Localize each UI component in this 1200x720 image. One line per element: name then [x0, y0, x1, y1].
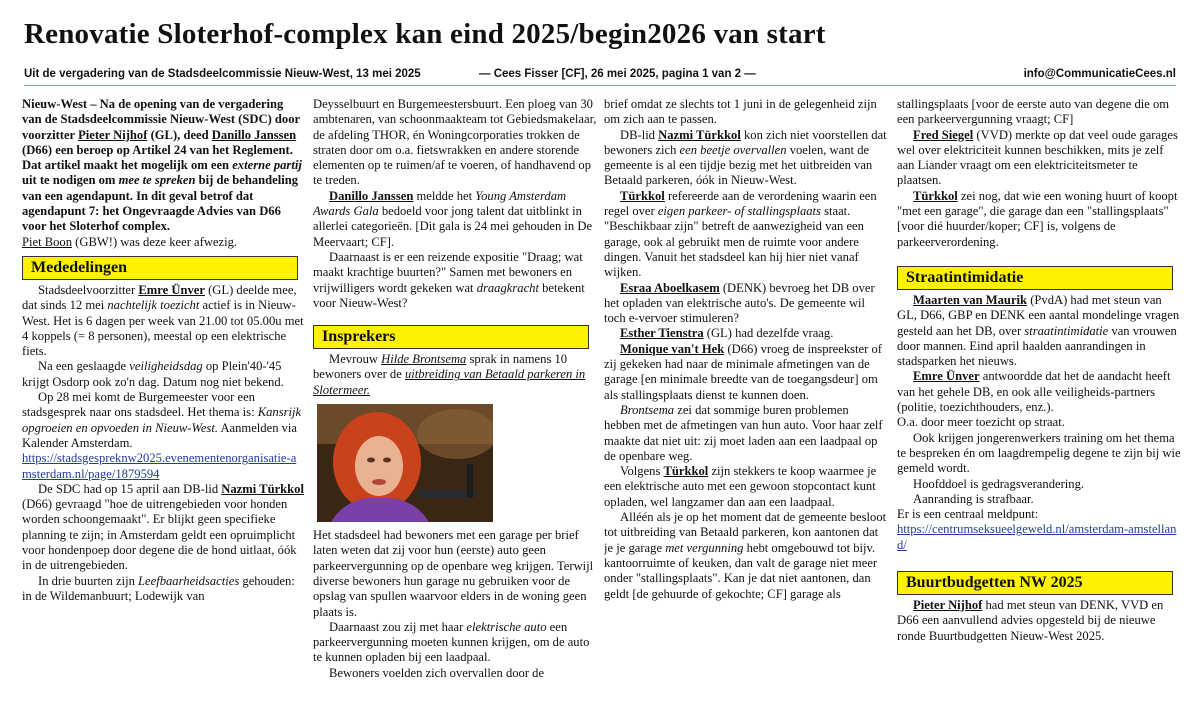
- absent-note: Piet Boon (GBW!) was deze keer afwezig.: [22, 234, 238, 249]
- paragraph: stallingsplaats [voor de eerste auto van degene die om een parkeervergunning vraagt; CF]: [897, 97, 1170, 127]
- paragraph: Bewoners voelden zich overvallen door de: [329, 665, 545, 680]
- contact-email[interactable]: info@CommunicatieCees.nl: [1023, 68, 1176, 80]
- paragraph: Mevrouw Hilde Brontsema sprak in namens 10 bewoners over de uitbreiding van Betaald parkeren in Slotermeer.: [313, 352, 586, 397]
- paragraph: DB-lid Nazmi Türkkol kon zich niet voorstellen dat bewoners zich een beetje overvallen voelen, want de gemeente is al een tijdje bezig met het uitbreiden van Betaald parkeren, óók in Nieuw-West.: [604, 127, 887, 188]
- meldpunt-link[interactable]: https://centrumseksueelgeweld.nl/amsterdam-amstelland/: [897, 522, 1177, 552]
- paragraph: Volgens Türkkol zijn stekkers te koop waarmee je een elektrische auto met een gewoon stopcontact kunt opladen, wel langzamer dan aan een laadpaal.: [604, 464, 877, 509]
- meta-line: [24, 68, 1176, 86]
- paragraph: Daarnaast zou zij met haar elektrische auto een parkeervergunning moeten kunnen krijgen, om de auto te kunnen opladen bij een laadpaal.: [313, 619, 590, 665]
- author-info: — Cees Fisser [CF], 26 mei 2025, pagina 1 van 2 —: [479, 68, 756, 80]
- section-heading-straatintimidatie: Straatintimidatie: [897, 266, 1173, 290]
- paragraph: Esraa Aboelkasem (DENK) bevroeg het DB over het opladen van elektrische auto's. De gemeente wil toch e-vervoer stimuleren?: [604, 280, 875, 326]
- paragraph: Danillo Janssen meldde het Young Amsterdam Awards Gala bedoeld voor jong talent dat uitblinkt in allerlei categorieën. [Dit gala is 24 mei gehouden in De Meervaart; CF].: [313, 188, 593, 249]
- meeting-info: Uit de vergadering van de Stadsdeelcommissie Nieuw-West, 13 mei 2025: [24, 68, 421, 80]
- paragraph: Stadsdeelvoorzitter Emre Ünver (GL) deelde mee, dat sinds 12 mei nachtelijk toezicht actief is in Nieuw-West. Het is 6 dagen per week van 21.00 tot 05.00u met 4 koppels (= 8 personen), meestal op een elektrische fiets.: [22, 282, 304, 359]
- paragraph: Pieter Nijhof had met steun van DENK, VVD en D66 een aanvullend advies opgesteld bij de nieuwe ronde Buurtbudgetten Nieuw-West 2025.: [897, 598, 1164, 643]
- paragraph: Maarten van Maurik (PvdA) had met steun van GL, D66, GBP en DENK een aantal mondelinge vragen gesteld aan het DB, over straatintimidatie van vrouwen door mannen. Eind april haalden aanrandingen in stadsparken het nieuws.: [897, 292, 1180, 369]
- page-title: Renovatie Sloterhof-complex kan eind 2025/begin2026 van start: [24, 18, 826, 50]
- paragraph: Daarnaast is er een reizende expositie "Draag; wat maakt krachtige buurten?" Samen met bewoners en vrijwilligers wordt gekeken wat draagkracht betekent voor Nieuw-West?: [313, 249, 585, 310]
- paragraph: De SDC had op 15 april aan DB-lid Nazmi Türkkol (D66) gevraagd "hoe de uitrengebieden voor honden worden schoongemaakt". Er blijkt geen specifieke planning te zijn; in Amsterdam geldt een opruimplicht voor hondenpoep door degene die de hond uitlaat, óók in de uitrengebieden.: [22, 481, 304, 573]
- paragraph: Emre Ünver antwoordde dat het de aandacht heeft van het gehele DB, en ook alle veiligheids-partners (politie, toezichthouders, enz.).: [897, 369, 1171, 415]
- column-4: [897, 97, 1181, 712]
- column-1: [22, 97, 306, 712]
- paragraph: Brontsema zei dat sommige buren problemen hebben met de afmetingen van hun auto. Voor haar zelf maakte dat niet uit: zij moet laden aan een laadpaal op de openbare weg.: [604, 402, 883, 463]
- paragraph: Ook krijgen jongerenwerkers training om het thema te bespreken én om laagdrempelig degene te zijn bij wie gemeld wordt.: [897, 430, 1181, 476]
- section-heading-buurtbudgetten: Buurtbudgetten NW 2025: [897, 571, 1173, 595]
- paragraph: In drie buurten zijn Leefbaarheidsacties gehouden: in de Wildemanbuurt; Lodewijk van: [22, 573, 295, 603]
- paragraph: Türkkol refereerde aan de verordening waarin een regel over eigen parkeer- of stallingsplaats staat. "Beschikbaar zijn" betreft de aanwezigheid van een garage, ook al gebruikt men de ruimte voor andere dingen. Vanuit het stadsdeel kan hij hier niet vanaf wijken.: [604, 188, 877, 280]
- paragraph: Esther Tienstra (GL) had dezelfde vraag.: [620, 326, 834, 341]
- paragraph: Deysselbuurt en Burgemeestersbuurt. Een ploeg van 30 ambtenaren, van schoonmaakteam tot Gebiedsmakelaar, de afdeling THOR, én Woningcorporaties trokken de straten door om o.a. fietswrakken en andere storende elementen op te ruimen/af te voeren, of handhavend op te treden.: [313, 97, 597, 188]
- paragraph: Aanranding is strafbaar.: [913, 491, 1034, 506]
- paragraph: Monique van't Hek (D66) vroeg de inspreekster of zij gekeken had naar de minimale afmetingen van de garage [en minimale breedte van de toegangsdeur] om als stallingsplaats dienst te kunnen doen.: [604, 341, 882, 402]
- column-2: [313, 97, 597, 712]
- section-heading-insprekers: Insprekers: [313, 325, 589, 349]
- photo-icon: [317, 404, 493, 522]
- stadsgesprek-link[interactable]: https://stadsgespreknw2025.evenementenorganisatie-amsterdam.nl/page/1879594: [22, 451, 297, 481]
- paragraph: Op 28 mei komt de Burgemeester voor een stadsgesprek naar ons stadsdeel. Het thema is: Kansrijk opgroeien en opvoeden in Nieuw-West. Aanmelden via Kalender Amsterdam.: [22, 390, 302, 450]
- section-heading-mededelingen: Mededelingen: [22, 256, 298, 280]
- paragraph: Alléén als je op het moment dat de gemeente besloot tot uitbreiding van Betaald parkeren, kon aantonen dat je je garage met vergunning hebt omgebouwd tot bijv. kantoorruimte of keuken, dan valt de garage niet meer onder "stallingsplaats". Kan je dat niet aantonen, dan geldt [de gehuurde of gekochte; CF] garage als: [604, 510, 887, 601]
- paragraph: Er is een centraal meldpunt:: [897, 507, 1039, 522]
- paragraph: Fred Siegel (VVD) merkte op dat veel oude garages wel over elektriciteit kunnen beschikken, mits je zelf aan Liander vraagt om een elektriciteitsmeter te plaatsen.: [897, 127, 1178, 188]
- paragraph: Na een geslaagde veiligheidsdag op Plein'40-'45 krijgt Osdorp ook zo'n dag. Datum nog niet bekend.: [22, 359, 284, 389]
- paragraph: brief omdat ze slechts tot 1 juni in de gelegenheid zijn om zich aan te passen.: [604, 97, 877, 127]
- paragraph: Türkkol zei nog, dat wie een woning huurt of koopt "met een garage", die garage dan een "stallingsplaats" [voor dié huurder/koper; CF] is, volgens de parkeerverordening.: [897, 188, 1178, 249]
- woman-speaker-photo: [317, 404, 493, 522]
- paragraph: Het stadsdeel had bewoners met een garage per brief laten weten dat zij voor hun (eerste) auto geen parkeervergunning op de openbare weg krijgen. Terwijl diverse bewoners hun garage nu gebruiken voor de opslag van spullen waarvoor elders in de woning geen plaats is.: [313, 528, 594, 619]
- intro-paragraph: Nieuw-West – Na de opening van de vergadering van de Stadsdeelcommissie Nieuw-West (SDC) door voorzitter Pieter Nijhof (GL), deed Danillo Janssen (D66) een beroep op Artikel 24 van het Reglement. Dat artikel maakt het mogelijk om een externe partij uit te nodigen om mee te spreken bij de behandeling van een agendapunt. In dit geval betrof dat agendapunt 7: het Ongevraagde Advies van D66 voor het Sloterhof complex.: [22, 97, 302, 234]
- paragraph: Hoofddoel is gedragsverandering.: [913, 476, 1085, 491]
- paragraph: O.a. door meer toezicht op straat.: [897, 415, 1065, 430]
- column-3: [604, 97, 888, 712]
